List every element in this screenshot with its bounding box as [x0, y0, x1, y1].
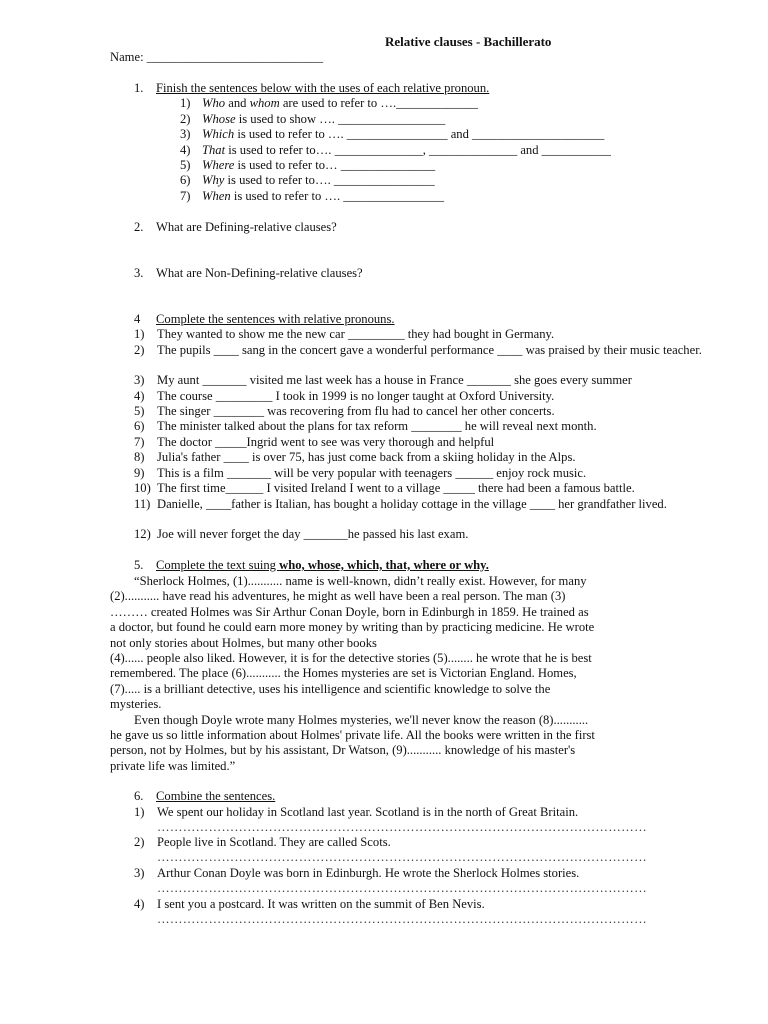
sentence-text: The minister talked about the plans for tax reform ________ he will reveal next month.	[157, 419, 597, 433]
item-number: 1)	[180, 96, 191, 110]
sentence-text: My aunt _______ visited me last week has a house in France _______ she goes every summer	[157, 373, 632, 387]
sentence-text: The pupils ____ sang in the concert gave a wonderful performance ____ was praised by their music teacher.	[157, 343, 702, 357]
pronoun-word: Why	[202, 173, 225, 187]
text-line: private life was limited.”	[110, 758, 236, 773]
pronoun-word: Who	[202, 96, 226, 110]
sentence-text: The singer ________ was recovering from flu had to cancel her other concerts.	[157, 404, 555, 418]
item-number: 9)	[134, 466, 145, 480]
item-number: 2)	[134, 343, 145, 357]
item-number: 11)	[134, 497, 151, 511]
text-line: (4)...... people also liked. However, it is for the detective stories (5)........ he wrote that he is best	[110, 651, 592, 665]
item-number: 10)	[134, 481, 151, 495]
worksheet-title: Relative clauses - Bachillerato	[385, 34, 552, 49]
pronoun-word: Whose	[202, 112, 236, 126]
item-number: 3)	[180, 127, 191, 141]
pronoun-use-item	[180, 127, 604, 142]
item-text: is used to refer to…. ______________, ______________ and ___________	[225, 143, 611, 157]
item-text: and	[225, 96, 250, 110]
pronoun-use-item	[180, 96, 478, 111]
section-5-heading: 5. Complete the text suing who, whose, which, that, where or why.	[134, 558, 489, 572]
sentence-text: The first time______ I visited Ireland I went to a village _____ there had been a famous battle.	[157, 481, 635, 495]
item-number: 6)	[180, 173, 191, 187]
item-text: is used to show …. _________________	[235, 112, 446, 126]
text-line: (7)..... is a brilliant detective, uses his intelligence and scientific knowledge to solve the	[110, 681, 551, 696]
text-line: (2)........... have read his adventures, he might as well have been a real person. The man (3)	[110, 589, 566, 604]
item-number: 4)	[180, 143, 191, 157]
pronoun-word: When	[202, 189, 231, 203]
sentence-text: Danielle, ____father is Italian, has bought a holiday cottage in the village ____ her grandfather lived.	[157, 497, 667, 511]
pronoun-use-item	[180, 112, 445, 127]
sentence-text: We spent our holiday in Scotland last year. Scotland is in the north of Great Britain.	[157, 805, 579, 819]
text-line: remembered. The place (6)........... the Homes mysteries are set is Victorian England. Homes,	[110, 666, 577, 681]
item-number: 1)	[134, 805, 145, 819]
section-4-heading: 4 Complete the sentences with relative pronouns.	[134, 312, 395, 326]
item-text: is used to refer to …. ________________	[230, 189, 445, 203]
item-text: is used to refer to …. ________________ and _____________________	[234, 127, 605, 141]
answer-line[interactable]: ……………………………………………………………………………………………………	[157, 912, 647, 926]
section-6-heading: 6. Combine the sentences.	[134, 789, 276, 803]
item-number: 7)	[134, 435, 145, 449]
item-number: 5)	[134, 404, 145, 418]
pronoun-word: Where	[202, 158, 235, 172]
section-1-heading: 1. Finish the sentences below with the uses of each relative pronoun.	[134, 81, 490, 95]
item-number: 8)	[134, 450, 145, 464]
item-number: 7)	[180, 189, 191, 203]
item-number: 2)	[180, 112, 191, 126]
item-number: 12)	[134, 527, 151, 541]
section-3-heading: 3. What are Non-Defining-relative clauses?	[134, 266, 363, 280]
item-number: 2)	[134, 835, 145, 849]
item-number: 3)	[134, 373, 145, 387]
answer-line[interactable]: ……………………………………………………………………………………………………	[157, 850, 647, 864]
sentence-text: This is a film _______ will be very popular with teenagers ______ enjoy rock music.	[157, 466, 587, 480]
pronoun-use-item	[180, 143, 611, 158]
sentence-text: Joe will never forget the day _______he passed his last exam.	[157, 527, 469, 541]
answer-line[interactable]: ……………………………………………………………………………………………………	[157, 881, 647, 895]
text-line: he gave us so little information about Holmes' private life. All the books were written in the first	[110, 728, 595, 742]
text-line: mysteries.	[110, 697, 162, 712]
text-line: “Sherlock Holmes, (1)........... name is well-known, didn’t really exist. However, for many	[134, 574, 587, 588]
item-number: 5)	[180, 158, 191, 172]
text-line: a doctor, but found he could earn more money by writing than by practicing medicine. He wrote	[110, 620, 595, 635]
name-field-label: Name: ____________________________	[110, 50, 324, 64]
item-number: 6)	[134, 419, 145, 433]
item-text: is used to refer to…. ________________	[224, 173, 435, 187]
pronoun-use-item	[180, 189, 444, 204]
item-number: 1)	[134, 327, 145, 341]
answer-line[interactable]: ……………………………………………………………………………………………………	[157, 820, 647, 834]
sentence-text: I sent you a postcard. It was written on the summit of Ben Nevis.	[157, 897, 485, 911]
item-number: 3)	[134, 866, 145, 880]
text-line: Even though Doyle wrote many Holmes mysteries, we'll never know the reason (8)...........	[134, 712, 589, 727]
item-text: is used to refer to… _______________	[234, 158, 436, 172]
sentence-text: The doctor _____Ingrid went to see was very thorough and helpful	[157, 435, 495, 449]
sentence-text: The course _________ I took in 1999 is no longer taught at Oxford University.	[157, 389, 555, 403]
pronoun-word: whom	[249, 96, 280, 110]
sentence-text: Arthur Conan Doyle was born in Edinburgh. He wrote the Sherlock Holmes stories.	[157, 866, 580, 880]
item-number: 4)	[134, 897, 145, 911]
sentence-text: People live in Scotland. They are called Scots.	[157, 835, 391, 849]
item-number: 4)	[134, 389, 145, 403]
item-text: are used to refer to …._____________	[279, 96, 478, 110]
text-line: person, not by Holmes, but by his assistant, Dr Watson, (9)........... knowledge of his master's	[110, 743, 576, 758]
pronoun-word: Which	[202, 127, 235, 141]
sentence-text: Julia's father ____ is over 75, has just come back from a skiing holiday in the Alps.	[157, 450, 576, 464]
text-line: not only stories about Holmes, but many other books	[110, 635, 377, 650]
pronoun-use-item	[180, 173, 435, 188]
pronoun-use-item	[180, 158, 435, 173]
pronoun-word: That	[202, 143, 226, 157]
sentence-text: They wanted to show me the new car _________ they had bought in Germany.	[157, 327, 555, 341]
section-2-heading: 2. What are Defining-relative clauses?	[134, 220, 337, 234]
text-line: ……… created Holmes was Sir Arthur Conan Doyle, born in Edinburgh in 1859. He trained as	[110, 604, 589, 619]
